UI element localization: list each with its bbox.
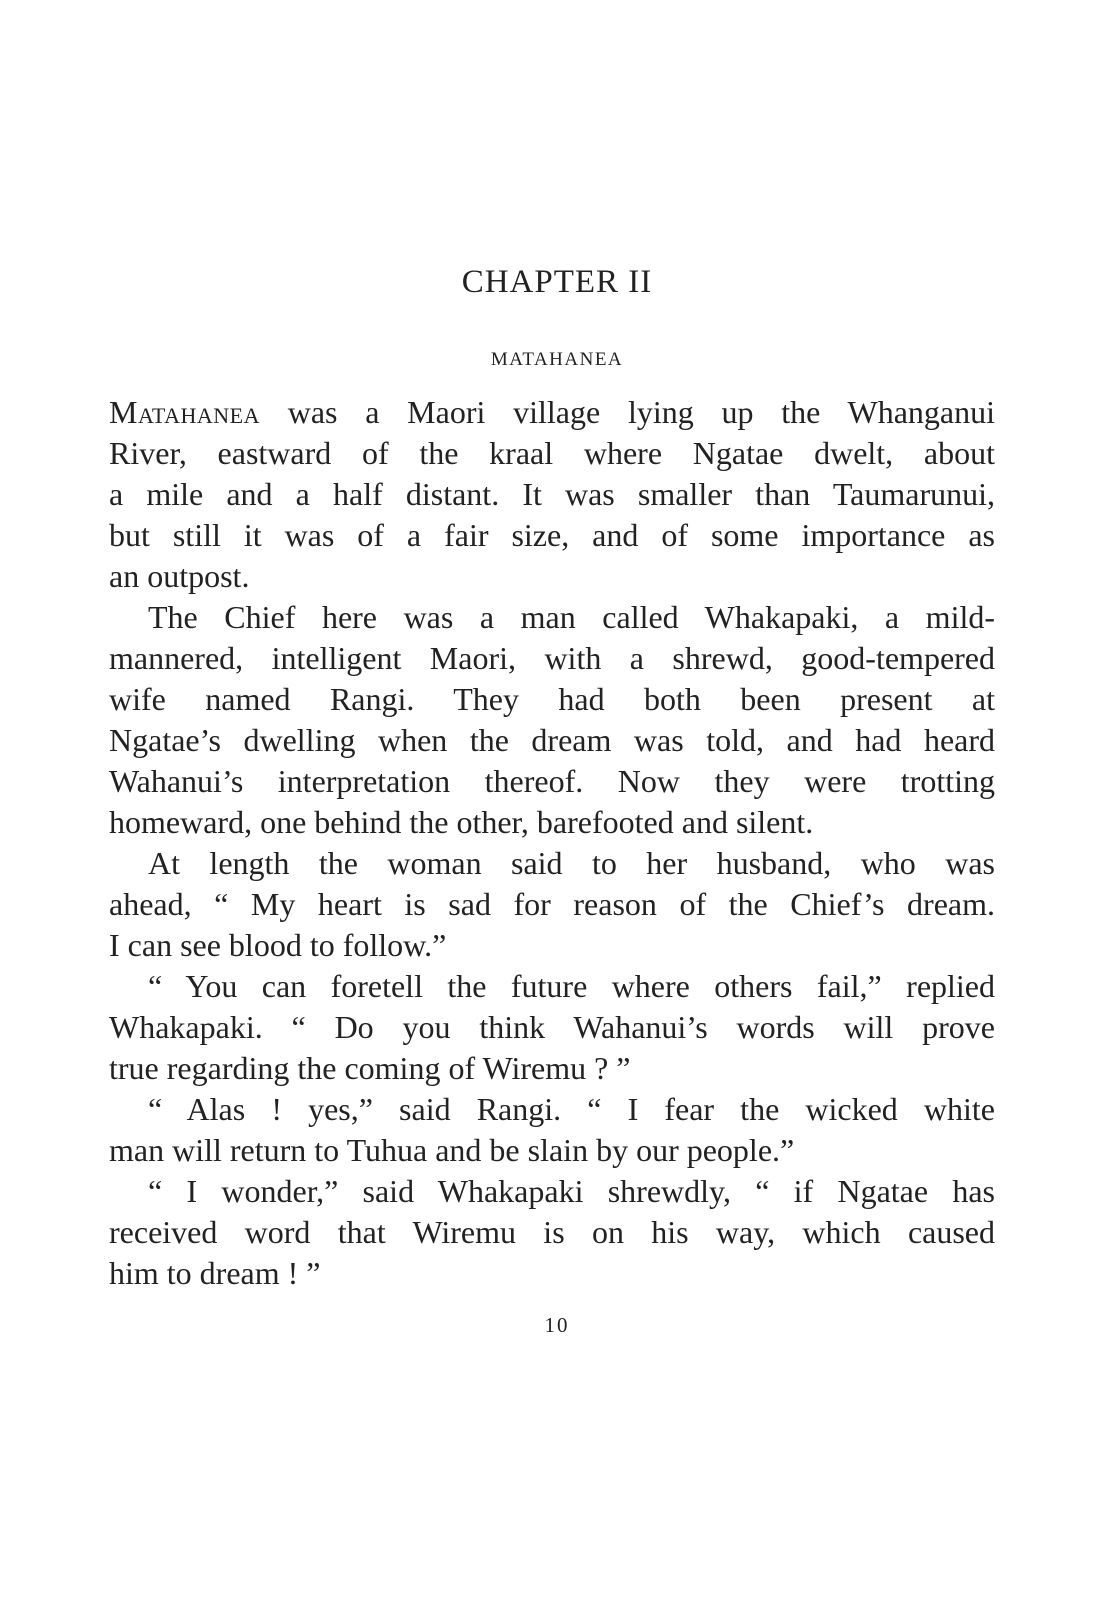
page-number: 10 (544, 1313, 570, 1337)
text-line: man will return to Tuhua and be slain by our people.” (109, 1132, 795, 1168)
text-line: “ You can foretell the future where others fail,” replied (148, 968, 995, 1004)
text-line: ahead, “ My heart is sad for reason of the Chief’s dream. (109, 886, 995, 922)
text-line: Ngatae’s dwelling when the dream was told, and had heard (109, 722, 995, 758)
text-line: Wahanui’s interpretation thereof. Now they were trotting (109, 763, 995, 799)
text-line: true regarding the coming of Wiremu ? ” (109, 1050, 631, 1086)
text-line (109, 392, 995, 433)
text-line: Whakapaki. “ Do you think Wahanui’s words will prove (109, 1009, 995, 1045)
text-line-content: was a Maori village lying up the Whanganui (259, 394, 995, 430)
text-line: a mile and a half distant. It was smaller than Taumarunui, (109, 476, 995, 512)
text-line: received word that Wiremu is on his way, which caused (109, 1214, 995, 1250)
text-line: At length the woman said to her husband, who was (148, 845, 995, 881)
text-line: “ I wonder,” said Whakapaki shrewdly, “ if Ngatae has (148, 1173, 995, 1209)
text-line: I can see blood to follow.” (109, 927, 447, 963)
chapter-title: CHAPTER II (461, 264, 653, 300)
text-line: him to dream ! ” (109, 1255, 321, 1291)
text-line: an outpost. (109, 558, 250, 594)
text-line: homeward, one behind the other, barefooted and silent. (109, 804, 814, 840)
text-line: mannered, intelligent Maori, with a shrewd, good-tempered (109, 640, 995, 676)
text-line: River, eastward of the kraal where Ngatae dwelt, about (109, 435, 995, 471)
text-line: The Chief here was a man called Whakapaki, a mild- (148, 599, 995, 635)
chapter-subtitle: MATAHANEA (490, 349, 624, 370)
chapter-body (109, 392, 995, 1294)
opening-word: Matahanea (109, 394, 260, 430)
text-line: wife named Rangi. They had both been present at (109, 681, 995, 717)
text-line: “ Alas ! yes,” said Rangi. “ I fear the wicked white (148, 1091, 995, 1127)
text-line: but still it was of a fair size, and of some importance as (109, 517, 995, 553)
